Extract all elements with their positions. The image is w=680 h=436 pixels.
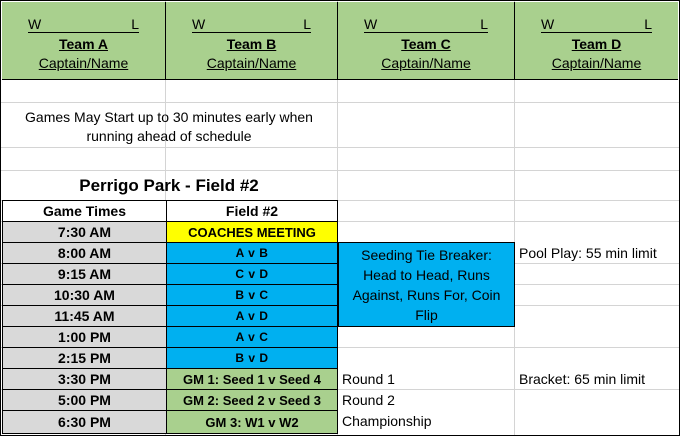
time-cell[interactable]: 7:30 AM xyxy=(2,221,167,243)
record-underline xyxy=(192,32,311,33)
win-label: W xyxy=(364,16,378,32)
time-cell[interactable]: 8:00 AM xyxy=(2,242,167,264)
round-label: Championship xyxy=(342,413,432,429)
team-d-header[interactable] xyxy=(515,2,678,80)
tie-breaker-cell[interactable] xyxy=(338,242,515,327)
pool-play-note: Pool Play: 55 min limit xyxy=(519,245,657,261)
pool-game-cell[interactable]: B v D xyxy=(166,347,338,369)
time-cell[interactable]: 9:15 AM xyxy=(2,263,167,285)
gridline xyxy=(0,147,680,148)
game-times-header: Game Times xyxy=(2,200,167,222)
team-a-header[interactable] xyxy=(2,2,166,80)
team-b-header[interactable] xyxy=(166,2,338,80)
win-label: W xyxy=(541,16,555,32)
pool-game-cell[interactable]: A v D xyxy=(166,305,338,327)
captain-name: Captain/Name xyxy=(381,55,471,71)
win-label: W xyxy=(28,16,42,32)
loss-label: L xyxy=(480,16,488,32)
bracket-game-cell[interactable]: GM 3: W1 v W2 xyxy=(166,410,338,434)
time-cell[interactable]: 1:00 PM xyxy=(2,326,167,348)
team-name: Team D xyxy=(571,36,622,52)
bracket-game-cell[interactable]: GM 1: Seed 1 v Seed 4 xyxy=(166,368,338,390)
captain-name: Captain/Name xyxy=(38,55,129,71)
pool-game-cell[interactable]: A v C xyxy=(166,326,338,348)
round-label: Round 1 xyxy=(342,371,395,387)
round-label: Round 2 xyxy=(342,392,395,408)
team-c-header[interactable] xyxy=(338,2,515,80)
team-name: Team A xyxy=(58,36,108,52)
schedule-note: Games May Start up to 30 minutes early when running ahead of schedule xyxy=(25,109,313,144)
time-cell[interactable]: 3:30 PM xyxy=(2,368,167,390)
record-underline xyxy=(364,32,488,33)
bracket-note: Bracket: 65 min limit xyxy=(519,371,646,387)
gridline xyxy=(0,170,680,171)
team-name: Team B xyxy=(226,36,277,52)
time-cell[interactable]: 11:45 AM xyxy=(2,305,167,327)
coaches-meeting-cell[interactable]: COACHES MEETING xyxy=(166,221,338,243)
loss-label: L xyxy=(303,16,311,32)
time-cell[interactable]: 10:30 AM xyxy=(2,284,167,306)
venue-title: Perrigo Park - Field #2 xyxy=(79,176,259,195)
record-underline xyxy=(28,32,139,33)
pool-game-cell[interactable]: B v C xyxy=(166,284,338,306)
time-cell[interactable]: 6:30 PM xyxy=(2,410,167,434)
captain-name: Captain/Name xyxy=(206,55,297,71)
loss-label: L xyxy=(644,16,652,32)
bracket-game-cell[interactable]: GM 2: Seed 2 v Seed 3 xyxy=(166,389,338,411)
record-underline xyxy=(541,32,652,33)
loss-label: L xyxy=(131,16,139,32)
time-cell[interactable]: 5:00 PM xyxy=(2,389,167,411)
pool-game-cell[interactable]: C v D xyxy=(166,263,338,285)
team-name: Team C xyxy=(401,36,451,52)
gridline xyxy=(0,102,680,103)
win-label: W xyxy=(192,16,206,32)
tie-breaker-text: Seeding Tie Breaker: Head to Head, Runs Against, Runs For, Coin Flip xyxy=(352,246,501,323)
time-cell[interactable]: 2:15 PM xyxy=(2,347,167,369)
field-header: Field #2 xyxy=(166,200,338,222)
pool-game-cell[interactable]: A v B xyxy=(166,242,338,264)
captain-name: Captain/Name xyxy=(551,55,642,71)
